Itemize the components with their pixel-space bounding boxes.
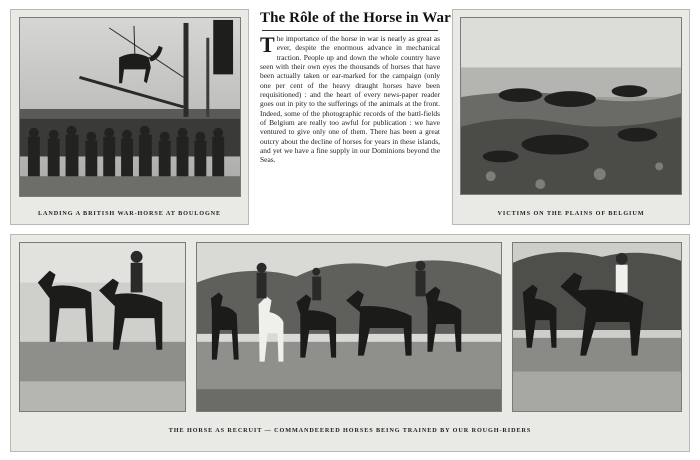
photo-recruit-right xyxy=(512,242,682,412)
headline-rule xyxy=(262,30,438,31)
caption-belgium: VICTIMS ON THE PLAINS OF BELGIUM xyxy=(497,210,645,217)
photo-recruit-left xyxy=(19,242,186,412)
caption-recruit: THE HORSE AS RECRUIT — COMMANDEERED HORSES BEING TRAINED BY OUR ROUGH-RIDERS xyxy=(168,427,532,434)
article-body-text: he importance of the horse in war is nearly as great as ever, despite the enormous advance in mechanical traction. People up and down the whole country have seen with their own eyes the thousands of horses that have been actually taken or ear-marked for the campaign (only one per cent of the heavy draught horses have been requisitioned) : and the heart of every news-paper reader goes out in pity to the sufferings of the animals at the front. Indeed, some of the photographic records of the battl-fields of Belgium are really too awful for publication : we have ventured to give only one of them. There has been a great outcry about the decline of horses for years in these islands, and yet we have a fine supply in our Dominions beyond the Seas. xyxy=(260,34,440,165)
article-body xyxy=(260,34,440,165)
photo-recruit-center xyxy=(196,242,502,412)
article-headline: The Rôle of the Horse in War xyxy=(260,10,451,26)
caption-boulogne: LANDING A BRITISH WAR-HORSE AT BOULOGNE xyxy=(37,210,222,217)
photo-battlefield-belgium xyxy=(460,17,682,195)
drop-cap: T xyxy=(260,32,275,57)
article xyxy=(260,10,451,224)
photo-landing-war-horse xyxy=(19,17,241,197)
